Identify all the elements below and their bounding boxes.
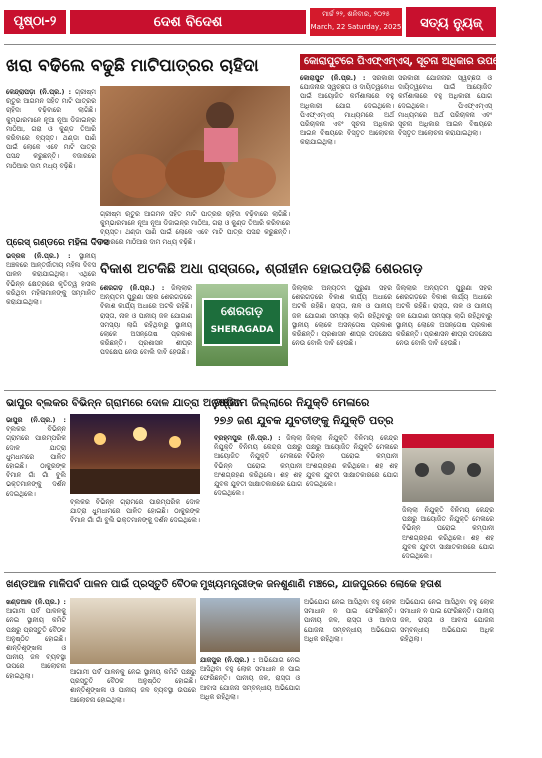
body-text: ବ୍ଲକର ବିଭିନ୍ନ ଗ୍ରାମରେ ପାରମ୍ପରିକ ଦୋଳ ଯାତ୍ରା ଧୁମଧାମରେ ପାଳିତ ହୋଇଛି। ଠାକୁରଙ୍କ ବିମାନ ଗାଁ ଗାଁ ବୁଲି ଭକ୍ତମାନଙ୍କୁ ଦର୍ଶନ ଦେଇଥିଲେ। [6, 425, 66, 498]
date-box [310, 8, 402, 36]
body-text: ସରକାରୀ ଯୋଜନାର ସ୍ୱଚ୍ଛତା ଓ ଦାୟିତ୍ୱବୋଧ ପାଇଁ ଆୟୋଜିତ କର୍ମଶାଳାରେ ବହୁ ଅଧିକାରୀ ଯୋଗ ଦେଇଥିଲେ। ପିଏଫ୍‌ଏମ୍‌ଏସ୍ ମାଧ୍ୟମରେ ଅର୍ଥ ପରିଚାଳନା ଏବଂ ସୂଚନା ଅଧିକାର ଆଇନ ବିଷୟରେ ବିସ୍ତୃତ ଆଲୋଚନା କରାଯାଇଥିଲା। [300, 74, 394, 147]
sheragada-sign [202, 298, 282, 346]
dateline: ଖଣ୍ଡଆଳ (ନି.ପ୍ର.) : [6, 598, 66, 606]
story-body-sheragada-c [396, 284, 492, 384]
story-body-nagari-b [398, 74, 492, 254]
potters-illustration [100, 86, 290, 206]
body-text: ଅଭିଯୋଗ ନେଇ ଆସିଥିବା ବହୁ ଲୋକ ସମାଧାନ ନ ପାଇ ଫେରିଛନ୍ତି। ପାନୀୟ ଜଳ, ରାସ୍ତା ଓ ଆବାସ ଯୋଜନା ସମ୍ବନ୍ଧୀୟ ଅଭିଯୋଗ ଅଧିକ ରହିଥିଲା। [200, 656, 300, 701]
story-body-potters [6, 88, 96, 228]
body-text: ଜିଲ୍ଲା ନିଯୁକ୍ତି ବିନିମୟ କେନ୍ଦ୍ର ପକ୍ଷରୁ ଆୟୋଜିତ ନିଯୁକ୍ତି ମେଳାରେ ବିଭିନ୍ନ ଘରୋଇ କମ୍ପାନୀ ଅଂଶଗ୍ରହଣ କରିଥିଲେ। ଶହ ଶହ ଯୁବକ ଯୁବତୀ ସାକ୍ଷାତକାରରେ ଯୋଗ ଦେଇଥିଲେ। [402, 506, 494, 561]
story-body-women [6, 252, 96, 362]
body-text: ବ୍ଲକର ବିଭିନ୍ନ ଗ୍ରାମରେ ପାରମ୍ପରିକ ଦୋଳ ଯାତ୍ରା ଧୁମଧାମରେ ପାଳିତ ହୋଇଛି। ଠାକୁରଙ୍କ ବିମାନ ଗାଁ ଗାଁ ବୁଲି ଭକ୍ତମାନଙ୍କୁ ଦର୍ଶନ ଦେଇଥିଲେ। [70, 498, 200, 525]
body-text: ଆଗାମୀ ପର୍ବ ପାଳନକୁ ନେଇ ସ୍ଥାନୀୟ କମିଟି ପକ୍ଷରୁ ପ୍ରସ୍ତୁତି ବୈଠକ ଅନୁଷ୍ଠିତ ହୋଇଛି। ଶାନ୍ତିଶୃଙ୍ଖଳା ଓ ପାନୀୟ ଜଳ ବ୍ୟବସ୍ଥା ଉପରେ ଆଲୋଚନା ହୋଇଥିଲା। [6, 607, 66, 680]
story-body-sheragada-b [292, 284, 392, 384]
story-body-sheragada-a [100, 284, 192, 384]
section-title: ଦେଶ ବିଦେଶ [70, 10, 306, 34]
dateline: କୋରାପୁଟ (ନି.ପ୍ର.) : [300, 74, 366, 82]
story-body-cm-c [400, 598, 494, 752]
story-body-jobs-a [214, 434, 302, 564]
date-odia: ମାର୍ଚ୍ଚ ୨୨, ଶନିବାର, ୨୦୨୫ [322, 10, 390, 18]
divider [4, 390, 496, 391]
body-text: ଆଗାମୀ ପର୍ବ ପାଳନକୁ ନେଇ ସ୍ଥାନୀୟ କମିଟି ପକ୍ଷରୁ ପ୍ରସ୍ତୁତି ବୈଠକ ଅନୁଷ୍ଠିତ ହୋଇଛି। ଶାନ୍ତିଶୃଙ୍ଖଳା ଓ ପାନୀୟ ଜଳ ବ୍ୟବସ୍ଥା ଉପରେ ଆଲୋଚନା ହୋଇଥିଲା। [70, 668, 196, 704]
cm-photo [200, 598, 300, 652]
dateline: ଭାପୁର (ନି.ପ୍ର.) : [6, 416, 66, 424]
story-body-meeting-a [6, 598, 66, 752]
body-text: ଜିଲ୍ଲାର ଅନ୍ୟତମ ପୁରୁଣା ସହର ଶେରଗଡ଼ରେ ବିକାଶ କାର୍ଯ୍ୟ ଅଧାରେ ଅଟକି ରହିଛି। ରାସ୍ତା, ନାଳ ଓ ପାନୀୟ ଜଳ ଯୋଗାଣ ସମସ୍ୟା ଲାଗି ରହିଥିବାରୁ ସ୍ଥାନୀୟ ଲୋକେ ଅସନ୍ତୋଷ ପ୍ରକାଶ କରିଛନ୍ତି। ପ୍ରଶାସନ ଶୀଘ୍ର ପଦକ୍ଷେପ ନେଉ ବୋଲି ଦାବି ହେଉଛି। [292, 284, 392, 348]
headline-jobs: ଗଞ୍ଜାମ ଜିଲ୍ଲାରେ ନିଯୁକ୍ତି ମେଳାରେ [214, 396, 370, 409]
headline-dola: ଭାପୁର ବ୍ଲକର ବିଭିନ୍ନ ଗ୍ରାମରେ ଦୋଳ ଯାତ୍ରା ଅନୁଷ୍ଠିତ [6, 397, 241, 409]
body-text: ଜିଲ୍ଲା ନିଯୁକ୍ତି ବିନିମୟ କେନ୍ଦ୍ର ପକ୍ଷରୁ ଆୟୋଜିତ ନିଯୁକ୍ତି ମେଳାରେ ବିଭିନ୍ନ ଘରୋଇ କମ୍ପାନୀ ଅଂଶଗ୍ରହଣ କରିଥିଲେ। ଶହ ଶହ ଯୁବକ ଯୁବତୀ ସାକ୍ଷାତକାରରେ ଯୋଗ ଦେଇଥିଲେ। [306, 434, 398, 489]
story-body-dola [6, 416, 66, 566]
body-text: ଜିଲ୍ଲାର ଅନ୍ୟତମ ପୁରୁଣା ସହର ଶେରଗଡ଼ରେ ବିକାଶ କାର୍ଯ୍ୟ ଅଧାରେ ଅଟକି ରହିଛି। ରାସ୍ତା, ନାଳ ଓ ପାନୀୟ ଜଳ ଯୋଗାଣ ସମସ୍ୟା ଲାଗି ରହିଥିବାରୁ ସ୍ଥାନୀୟ ଲୋକେ ଅସନ୍ତୋଷ ପ୍ରକାଶ କରିଛନ୍ତି। ପ୍ରଶାସନ ଶୀଘ୍ର ପଦକ୍ଷେପ ନେଉ ବୋଲି ଦାବି ହେଉଛି। [100, 284, 192, 357]
body-text: ଗ୍ରୀଷ୍ମ ଋତୁର ଆଗମନ ସହିତ ମାଟି ପାତ୍ରର ଚାହିଦା ବଢ଼ିବାରେ ଲାଗିଛି। କୁମ୍ଭାରମାନେ ନୂଆ ନୂଆ ଡିଜାଇନ୍‌ର ମାଠିଆ, ଗରା ଓ କୁଣ୍ଡ ତିଆରି କରିବାରେ ବ୍ୟସ୍ତ। ଥଣ୍ଡା ପାଣି ପାଇଁ ଲୋକେ ଏବେ ମାଟି ପାତ୍ର ପସନ୍ଦ କରୁଛନ୍ତି। ବଜାରରେ ମାଠିଆର ଦାମ ମଧ୍ୟ ବଢ଼ିଛି। [100, 210, 290, 246]
dateline: ଶେରଗଡ଼ (ନି.ପ୍ର.) : [100, 284, 165, 292]
headline-nagari: କୋରାପୁଟରେ ପିଏଫ୍‌ଏମ୍‌ଏସ୍, ସୂଚନା ଅଧିକାର ଉପରେ କର୍ମଶାଳା [300, 54, 496, 70]
jobs-illustration [402, 434, 494, 502]
brand-logo: ସତ୍ୟ ନ୍ୟୁଜ୍ [406, 7, 496, 37]
dateline: ବ୍ରହ୍ମପୁର (ନି.ପ୍ର.) : [214, 434, 281, 442]
sheragada-photo [196, 284, 288, 366]
story-body-nagari-a [300, 74, 394, 254]
story-body-meeting-b [70, 668, 196, 752]
headline-meeting: ଖଣ୍ଡଆଳ ମାଳିପର୍ବ ପାଳନ ପାଇଁ ପ୍ରସ୍ତୁତି ବୈଠକ [6, 579, 198, 590]
dateline: ଭଦ୍ରକ (ନି.ପ୍ର.) : [6, 252, 71, 260]
dola-photo [70, 414, 200, 494]
dateline: ଯାଜପୁର (ନି.ପ୍ର.) : [200, 656, 256, 664]
meeting-photo [70, 598, 196, 664]
dola-illustration [70, 414, 200, 494]
divider [4, 572, 496, 573]
headline-women: ପ୍ରେସ୍ ଗଣ୍ଡରେ ମହିଳା ଦିବସ [6, 238, 109, 248]
body-text: ସରକାରୀ ଯୋଜନାର ସ୍ୱଚ୍ଛତା ଓ ଦାୟିତ୍ୱବୋଧ ପାଇଁ ଆୟୋଜିତ କର୍ମଶାଳାରେ ବହୁ ଅଧିକାରୀ ଯୋଗ ଦେଇଥିଲେ। ପିଏଫ୍‌ଏମ୍‌ଏସ୍ ମାଧ୍ୟମରେ ଅର୍ଥ ପରିଚାଳନା ଏବଂ ସୂଚନା ଅଧିକାର ଆଇନ ବିଷୟରେ ବିସ୍ତୃତ ଆଲୋଚନା କରାଯାଇଥିଲା। [398, 74, 492, 138]
story-body-potters-cont [100, 210, 290, 246]
headline-potters: ଖରା ବଢିଲେ ବଢୁଛି ମାଟିପାତ୍ରର ଚାହିଦା [6, 56, 259, 76]
divider [4, 44, 496, 45]
headline-cm: ମୁଖ୍ୟମନ୍ତ୍ରୀଙ୍କ ଜନଶୁଣାଣି ମଞ୍ଚରେ, ଯାଜପୁରରେ ଲୋକେ ହତାଶ [200, 579, 442, 590]
dateline: କେନ୍ଦ୍ରାପଡ଼ା (ନି.ପ୍ର.) : [6, 88, 72, 96]
body-text: ସ୍ଥାନୀୟ ଅଞ୍ଚଳରେ ଆନ୍ତର୍ଜାତୀୟ ମହିଳା ଦିବସ ପାଳନ କରାଯାଇଥିଲା। ଏଥିରେ ବିଭିନ୍ନ କ୍ଷେତ୍ରରେ କୃତିତ୍ୱ ହାସଲ କରିଥିବା ମହିଳାମାନଙ୍କୁ ସମ୍ମାନିତ କରାଯାଇଥିଲା। [6, 252, 96, 307]
body-text: ଅଭିଯୋଗ ନେଇ ଆସିଥିବା ବହୁ ଲୋକ ସମାଧାନ ନ ପାଇ ଫେରିଛନ୍ତି। ପାନୀୟ ଜଳ, ରାସ୍ତା ଓ ଆବାସ ଯୋଜନା ସମ୍ବନ୍ଧୀୟ ଅଭିଯୋଗ ଅଧିକ ରହିଥିଲା। [304, 598, 396, 643]
body-text: ଅଭିଯୋଗ ନେଇ ଆସିଥିବା ବହୁ ଲୋକ ସମାଧାନ ନ ପାଇ ଫେରିଛନ୍ତି। ପାନୀୟ ଜଳ, ରାସ୍ତା ଓ ଆବାସ ଯୋଜନା ସମ୍ବନ୍ଧୀୟ ଅଭିଯୋଗ ଅଧିକ ରହିଥିଲା। [400, 598, 494, 643]
body-text: ଜିଲ୍ଲା ନିଯୁକ୍ତି ବିନିମୟ କେନ୍ଦ୍ର ପକ୍ଷରୁ ଆୟୋଜିତ ନିଯୁକ୍ତି ମେଳାରେ ବିଭିନ୍ନ ଘରୋଇ କମ୍ପାନୀ ଅଂଶଗ୍ରହଣ କରିଥିଲେ। ଶହ ଶହ ଯୁବକ ଯୁବତୀ ସାକ୍ଷାତକାରରେ ଯୋଗ ଦେଇଥିଲେ। [214, 434, 302, 498]
headline-sheragada: ବିକାଶ ଅଟକିଛି ଅଧା ରାସ୍ତାରେ, ଶ୍ରୀହୀନ ହୋଇପଡ଼ିଛି ଶେରଗଡ଼ [100, 261, 423, 277]
date-english: March, 22 Saturday, 2025 [310, 23, 402, 31]
story-body-jobs-b [306, 434, 398, 564]
story-body-cm-a [200, 656, 300, 752]
sign-odia: ଶେରଗଡ଼ [220, 304, 264, 318]
jobs-photo [402, 434, 494, 502]
story-body-cm-b [304, 598, 396, 752]
story-body-jobs-c [402, 506, 494, 564]
story-body-dola-cont [70, 498, 200, 566]
body-text: ଗ୍ରୀଷ୍ମ ଋତୁର ଆଗମନ ସହିତ ମାଟି ପାତ୍ରର ଚାହିଦା ବଢ଼ିବାରେ ଲାଗିଛି। କୁମ୍ଭାରମାନେ ନୂଆ ନୂଆ ଡିଜାଇନ୍‌ର ମାଠିଆ, ଗରା ଓ କୁଣ୍ଡ ତିଆରି କରିବାରେ ବ୍ୟସ୍ତ। ଥଣ୍ଡା ପାଣି ପାଇଁ ଲୋକେ ଏବେ ମାଟି ପାତ୍ର ପସନ୍ଦ କରୁଛନ୍ତି। ବଜାରରେ ମାଠିଆର ଦାମ ମଧ୍ୟ ବଢ଼ିଛି। [6, 88, 96, 170]
body-text: ଜିଲ୍ଲାର ଅନ୍ୟତମ ପୁରୁଣା ସହର ଶେରଗଡ଼ରେ ବିକାଶ କାର୍ଯ୍ୟ ଅଧାରେ ଅଟକି ରହିଛି। ରାସ୍ତା, ନାଳ ଓ ପାନୀୟ ଜଳ ଯୋଗାଣ ସମସ୍ୟା ଲାଗି ରହିଥିବାରୁ ସ୍ଥାନୀୟ ଲୋକେ ଅସନ୍ତୋଷ ପ୍ରକାଶ କରିଛନ୍ତି। ପ୍ରଶାସନ ଶୀଘ୍ର ପଦକ୍ଷେପ ନେଉ ବୋଲି ଦାବି ହେଉଛି। [396, 284, 492, 348]
masthead [0, 0, 500, 48]
page-number-label: ପୃଷ୍ଠା-୨ [4, 10, 66, 34]
potters-photo [100, 86, 290, 206]
headline-jobs-line2: ୨୭୬ ଜଣ ଯୁବକ ଯୁବତୀଙ୍କୁ ନିଯୁକ୍ତି ପତ୍ର [214, 414, 394, 427]
sign-english: SHERAGADA [210, 325, 274, 335]
